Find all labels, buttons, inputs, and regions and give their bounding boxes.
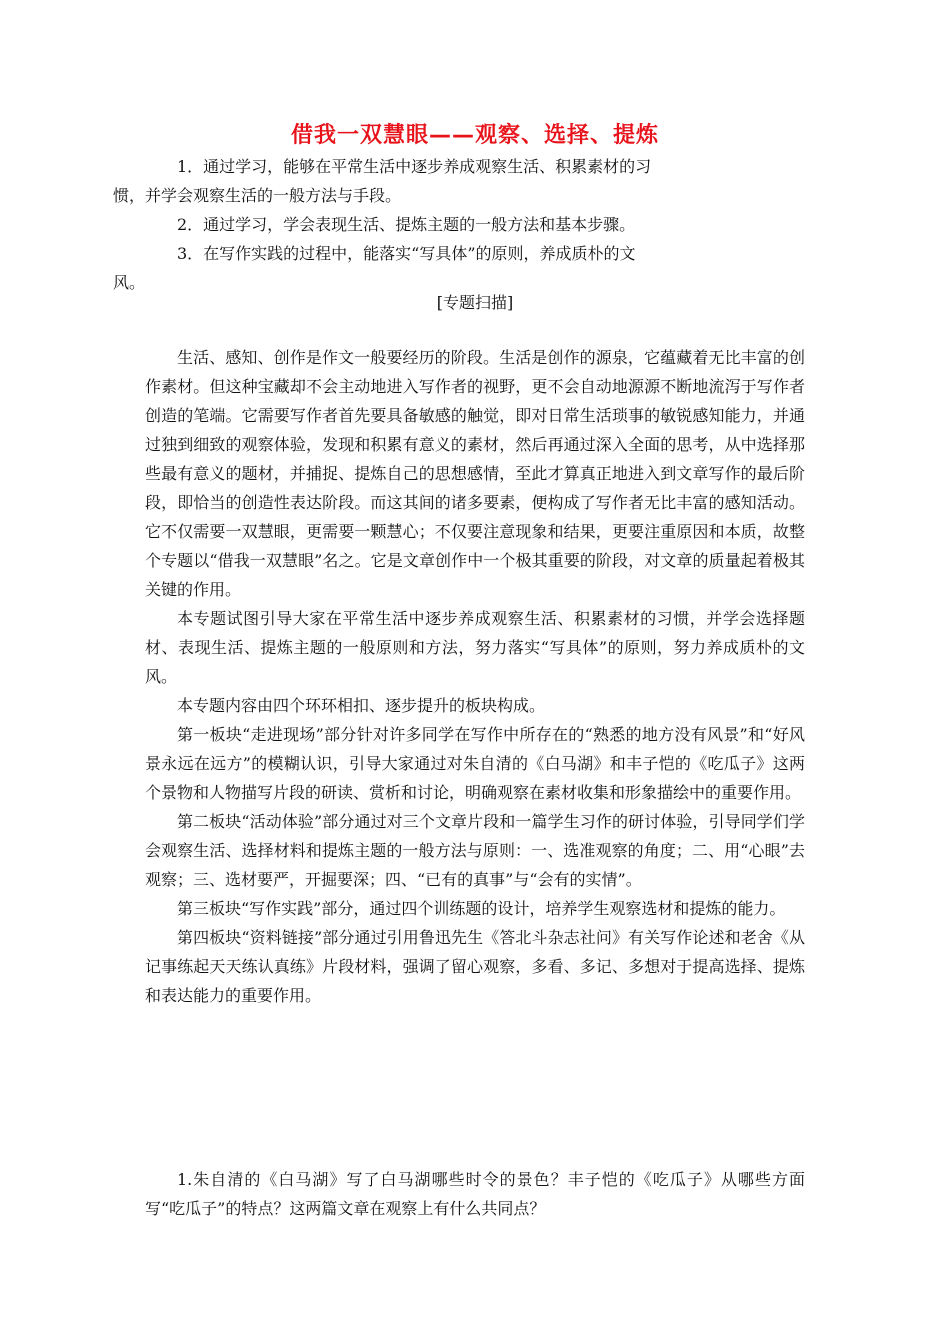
paragraph-7: 第四板块“资料链接”部分通过引用鲁迅先生《答北斗杂志社问》有关写作论述和老舍《从记事练起天天练认真练》片段材料，强调了留心观察，多看、多记、多想对于提高选择、提炼和表达能力的重要作用。 (145, 928, 805, 1005)
objective-1 (113, 152, 705, 210)
section-heading: [专题扫描] (436, 293, 514, 312)
objective-3-line-1: 3．在写作实践的过程中，能落实“写具体”的原则，养成质朴的文 (177, 244, 636, 263)
objective-3-line-2: 风。 (113, 273, 146, 292)
objective-2 (145, 210, 705, 239)
objective-1-line-1: 1．通过学习，能够在平常生活中逐步养成观察生活、积累素材的习 (177, 157, 652, 176)
document-title: 借我一双慧眼——观察、选择、提炼 (290, 123, 659, 148)
paragraph-3: 本专题内容由四个环环相扣、逐步提升的板块构成。 (177, 696, 546, 715)
paragraph-1: 生活、感知、创作是作文一般要经历的阶段。生活是创作的源泉，它蕴藏着无比丰富的创作素材。但这种宝藏却不会主动地进入写作者的视野，更不会自动地源源不断地流泻于写作者创造的笔端。它需要写作者首先要具备敏感的触觉，即对日常生活琐事的敏锐感知能力，并通过独到细致的观察体验，发现和积累有意义的素材，然后再通过深入全面的思考，从中选择那些最有意义的题材，并捕捉、提炼自己的思想感情，至此才算真正地进入到文章写作的最后阶段，即恰当的创造性表达阶段。而这其间的诸多要素，便构成了写作者无比丰富的感知活动。它不仅需要一双慧眼，更需要一颗慧心；不仅要注意现象和结果，更要注重原因和本质，故整个专题以“借我一双慧眼”名之。它是文章创作中一个极其重要的阶段，对文章的质量起着极其关键的作用。 (145, 348, 805, 599)
overview-body (145, 343, 805, 1010)
paragraph-6: 第三板块“写作实践”部分，通过四个训练题的设计，培养学生观察选材和提炼的能力。 (177, 899, 786, 918)
paragraph-5: 第二板块“活动体验”部分通过对三个文章片段和一篇学生习作的研讨体验，引导同学们学会观察生活、选择材料和提炼主题的一般方法与原则：一、选准观察的角度；二、用“心眼”去观察；三、选材要严，开掘要深；四、“已有的真事”与“会有的实情”。 (145, 812, 805, 889)
objective-2-line-1: 2．通过学习，学会表现生活、提炼主题的一般方法和基本步骤。 (177, 215, 636, 234)
paragraph-4: 第一板块“走进现场”部分针对许多同学在写作中所存在的“熟悉的地方没有风景”和“好风景永远在远方”的模糊认识，引导大家通过对朱自清的《白马湖》和丰子恺的《吃瓜子》这两个景物和人物描写片段的研读、赏析和讨论，明确观察在素材收集和形象描绘中的重要作用。 (145, 725, 805, 802)
paragraph-2: 本专题试图引导大家在平常生活中逐步养成观察生活、积累素材的习惯，并学会选择题材、表现生活、提炼主题的一般原则和方法，努力落实“写具体”的原则，努力养成质朴的文风。 (145, 609, 805, 686)
question-1 (145, 1165, 805, 1223)
objective-1-line-2: 惯，并学会观察生活的一般方法与手段。 (113, 186, 402, 205)
question-1-text: 1.朱自清的《白马湖》写了白马湖哪些时令的景色？丰子恺的《吃瓜子》从哪些方面写“吃瓜子”的特点？这两篇文章在观察上有什么共同点？ (145, 1170, 805, 1218)
